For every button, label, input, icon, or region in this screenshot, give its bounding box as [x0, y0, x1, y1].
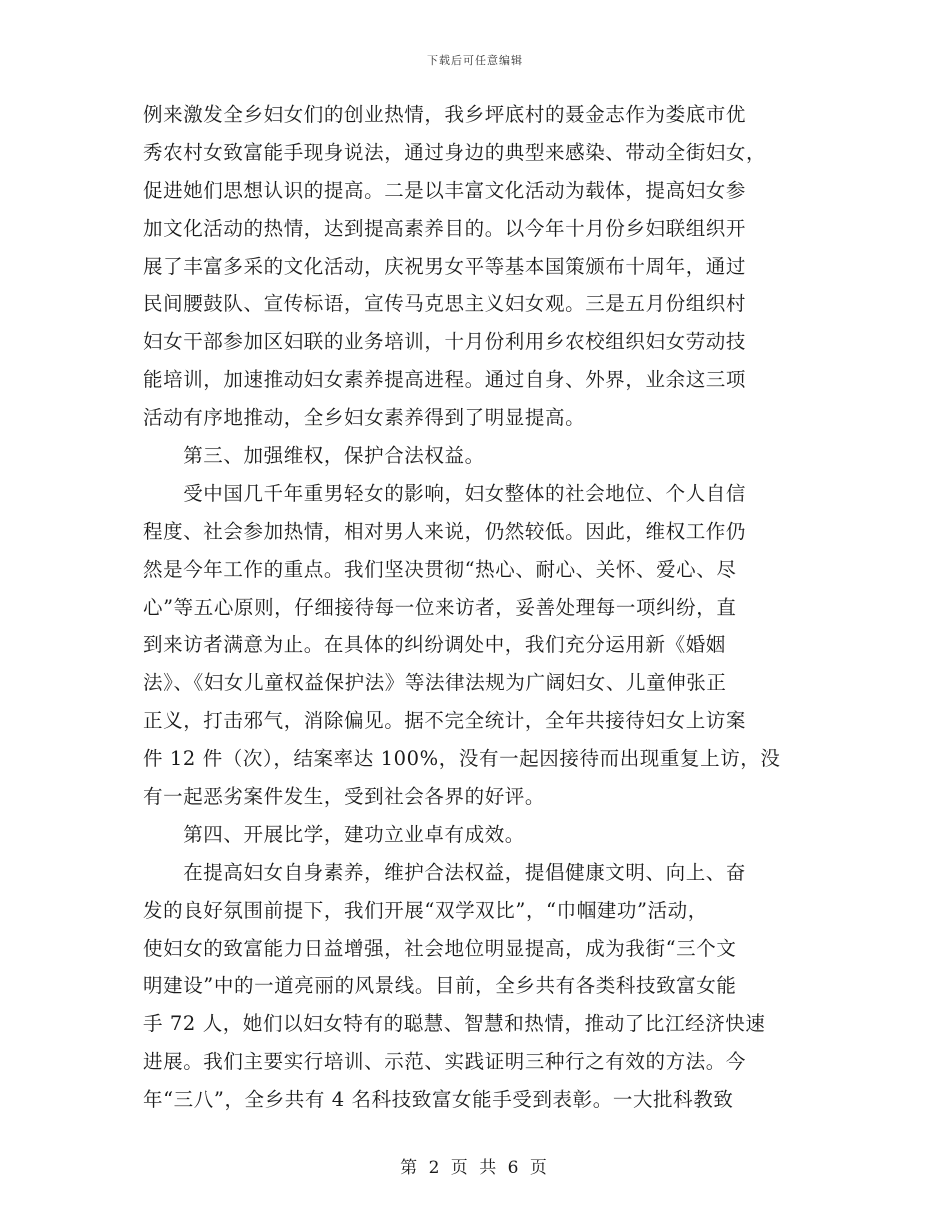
text-line: 使妇女的致富能力日益增强，社会地位明显提高，成为我街“三个文 [143, 936, 737, 960]
text-line: 到来访者满意为止。在具体的纠纷调处中，我们充分运用新《婚姻 [143, 633, 726, 657]
text-line: 妇女干部参加区妇联的业务培训，十月份利用乡农校组织妇女劳动技 [143, 330, 747, 354]
text-line: 受中国几千年重男轻女的影响，妇女整体的社会地位、个人自信 [143, 481, 747, 505]
text-line: 有一起恶劣案件发生，受到社会各界的好评。 [143, 785, 546, 809]
page-number: 第 2 页 共 6 页 [400, 1158, 550, 1178]
text-line: 手 72 人，她们以妇女特有的聪慧、智慧和热情，推动了比江经济快速 [143, 1012, 766, 1036]
section-heading: 第三、加强维权，保护合法权益。 [143, 444, 485, 468]
text-line: 活动有序地推动，全乡妇女素养得到了明显提高。 [143, 406, 586, 430]
text-line: 进展。我们主要实行培训、示范、实践证明三种行之有效的方法。今 [143, 1050, 747, 1074]
text-line: 程度、社会参加热情，相对男人来说，仍然较低。因此，维权工作仍 [143, 519, 747, 543]
text-line: 在提高妇女自身素养，维护合法权益，提倡健康文明、向上、奋 [143, 860, 747, 884]
text-line: 年“三八”，全乡共有 4 名科技致富女能手受到表彰。一大批科教致 [143, 1088, 734, 1112]
text-line: 秀农村女致富能手现身说法，通过身边的典型来感染、带动全街妇女， [143, 140, 767, 164]
text-line: 然是今年工作的重点。我们坚决贯彻“热心、耐心、关怀、爱心、尽 [143, 557, 737, 581]
section-heading: 第四、开展比学，建功立业卓有成效。 [143, 822, 525, 846]
text-line: 加文化活动的热情，达到提高素养目的。以今年十月份乡妇联组织开 [143, 216, 747, 240]
body-text [143, 96, 807, 1119]
text-line: 发的良好氛围前提下，我们开展“双学双比”，“巾帼建功”活动， [143, 898, 708, 922]
text-line: 促进她们思想认识的提高。二是以丰富文化活动为载体，提高妇女参 [143, 178, 747, 202]
text-line: 民间腰鼓队、宣传标语，宣传马克思主义妇女观。三是五月份组织村 [143, 292, 747, 316]
text-line: 法》、《妇女儿童权益保护法》等法律法规为广阔妇女、儿童伸张正 [143, 671, 727, 695]
text-line: 能培训，加速推动妇女素养提高进程。通过自身、外界，业余这三项 [143, 368, 747, 392]
text-line: 件 12 件（次），结案率达 100%，没有一起因接待而出现重复上访，没 [143, 747, 781, 771]
text-line: 展了丰富多采的文化活动，庆祝男女平等基本国策颁布十周年，通过 [143, 254, 747, 278]
text-line: 心”等五心原则，仔细接待每一位来访者，妥善处理每一项纠纷，直 [143, 595, 737, 619]
text-line: 正义，打击邪气，消除偏见。据不完全统计，全年共接待妇女上访案 [143, 709, 747, 733]
page-header: 下载后可任意编辑 [427, 54, 523, 67]
text-line: 明建设”中的一道亮丽的风景线。目前，全乡共有各类科技致富女能 [143, 974, 737, 998]
text-line: 例来激发全乡妇女们的创业热情，我乡坪底村的聂金志作为娄底市优 [143, 103, 747, 126]
